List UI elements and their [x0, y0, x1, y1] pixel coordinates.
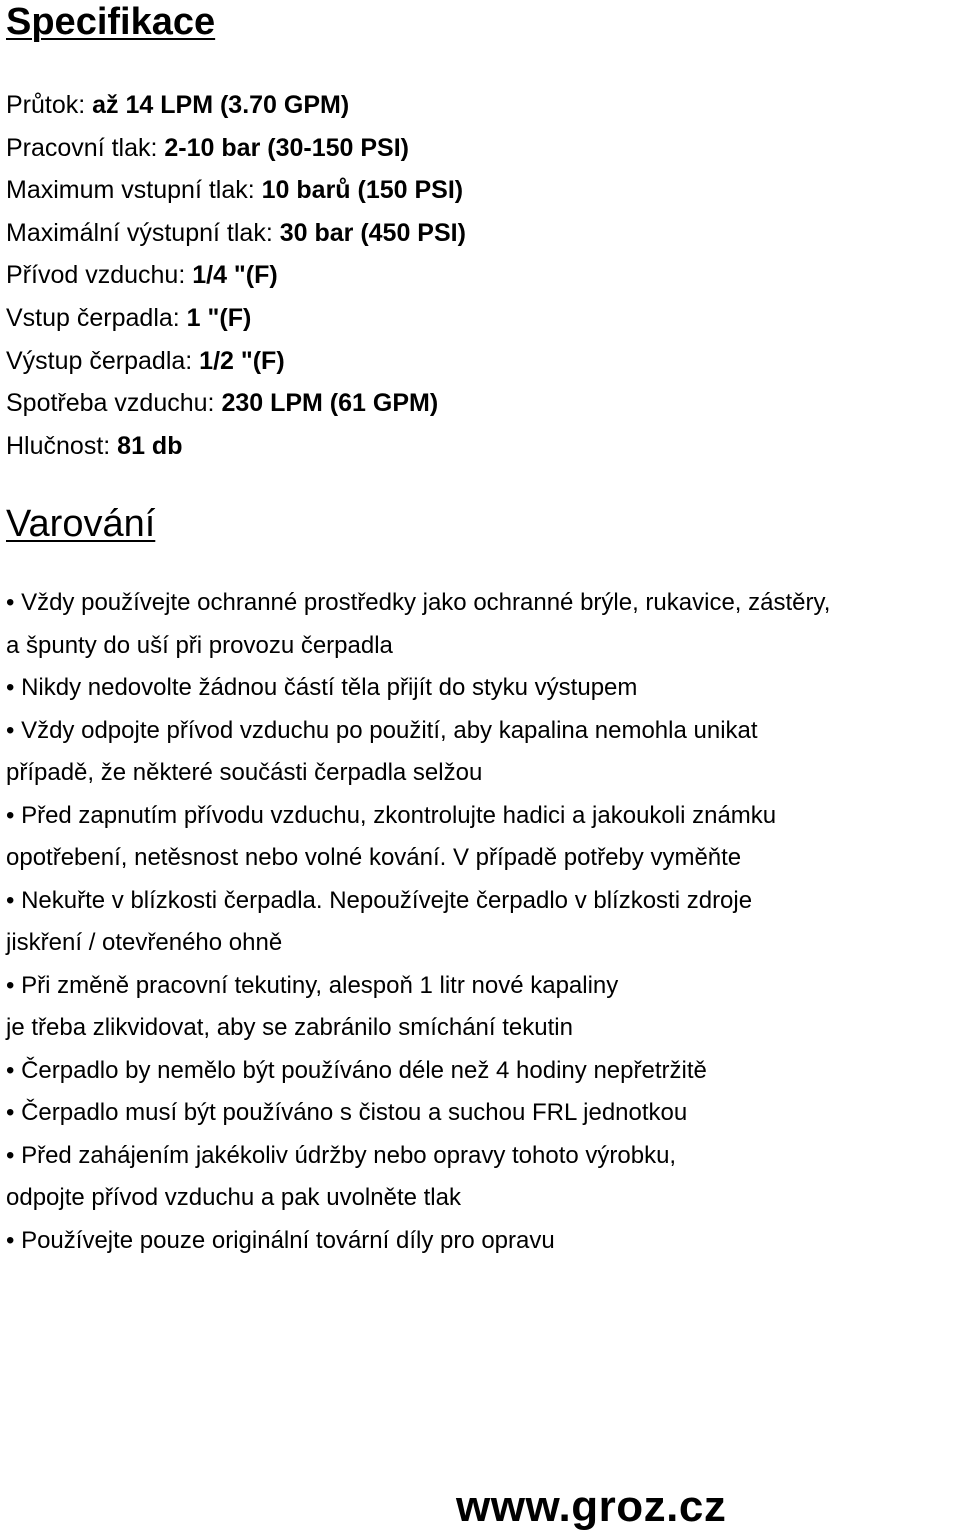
spec-label: Maximum vstupní tlak: — [6, 176, 255, 205]
spec-item-flow — [6, 84, 466, 127]
spec-value: 30 bar (450 PSI) — [279, 218, 466, 247]
spec-value: 2-10 bar (30-150 PSI) — [164, 133, 409, 162]
spec-item-pump-inlet — [6, 297, 466, 340]
spec-value: 230 LPM (61 GPM) — [221, 389, 439, 418]
spec-label: Maximální výstupní tlak: — [6, 218, 273, 247]
warning-line: • Před zapnutím přívodu vzduchu, zkontrolujte hadici a jakoukoli známku — [6, 801, 777, 829]
warning-line: • Čerpadlo by nemělo být používáno déle než 4 hodiny nepřetržitě — [6, 1056, 707, 1084]
spec-item-pump-outlet — [6, 340, 466, 383]
spec-label: Vstup čerpadla: — [6, 303, 180, 332]
warning-line: a špunty do uší při provozu čerpadla — [6, 631, 393, 659]
warning-line: • Vždy odpojte přívod vzduchu po použití, aby kapalina nemohla unikat — [6, 716, 758, 744]
spec-value: 1/2 "(F) — [199, 346, 285, 375]
spec-label: Pracovní tlak: — [6, 133, 158, 162]
spec-value: 1 "(F) — [186, 303, 252, 332]
page-title: Specifikace — [6, 1, 216, 43]
warning-list — [6, 582, 956, 1262]
warning-line: jiskření / otevřeného ohně — [6, 929, 283, 956]
warning-line: je třeba zlikvidovat, aby se zabránilo smíchání tekutin — [6, 1014, 573, 1041]
spec-value: 81 db — [117, 431, 183, 460]
warnings-title: Varování — [6, 503, 156, 545]
warning-line: • Používejte pouze originální tovární díly pro opravu — [6, 1226, 555, 1254]
spec-item-working-pressure — [6, 127, 466, 170]
warning-line: • Nikdy nedovolte žádnou částí těla přijít do styku výstupem — [6, 674, 638, 701]
spec-label: Přívod vzduchu: — [6, 261, 186, 290]
spec-label: Hlučnost: — [6, 431, 111, 460]
warning-line: • Před zahájením jakékoliv údržby nebo opravy tohoto výrobku, — [6, 1141, 677, 1169]
warning-line: odpojte přívod vzduchu a pak uvolněte tlak — [6, 1184, 461, 1211]
spec-item-max-inlet-pressure — [6, 169, 466, 212]
spec-item-air-consumption — [6, 382, 466, 425]
spec-label: Průtok: — [6, 91, 86, 119]
spec-label: Spotřeba vzduchu: — [6, 389, 215, 418]
spec-item-max-outlet-pressure — [6, 212, 466, 255]
warning-line: případě, že některé součásti čerpadla selžou — [6, 759, 483, 786]
spec-value: 10 barů (150 PSI) — [261, 176, 464, 205]
warning-line: • Čerpadlo musí být používáno s čistou a suchou FRL jednotkou — [6, 1099, 688, 1126]
spec-value: 1/4 "(F) — [192, 261, 278, 290]
warning-line: • Vždy používejte ochranné prostředky jako ochranné brýle, rukavice, zástěry, — [6, 589, 831, 616]
spec-label: Výstup čerpadla: — [6, 346, 193, 375]
warning-line: • Nekuřte v blízkosti čerpadla. Nepoužívejte čerpadlo v blízkosti zdroje — [6, 886, 753, 914]
footer-website-url: www.groz.cz — [456, 1482, 727, 1531]
spec-value: až 14 LPM (3.70 GPM) — [92, 91, 350, 119]
spec-item-noise — [6, 425, 466, 468]
spec-list — [6, 84, 466, 467]
warning-line: opotřebení, netěsnost nebo volné kování. V případě potřeby vyměňte — [6, 844, 742, 871]
warning-line: • Při změně pracovní tekutiny, alespoň 1 litr nové kapaliny — [6, 971, 619, 999]
spec-item-air-inlet — [6, 254, 466, 297]
